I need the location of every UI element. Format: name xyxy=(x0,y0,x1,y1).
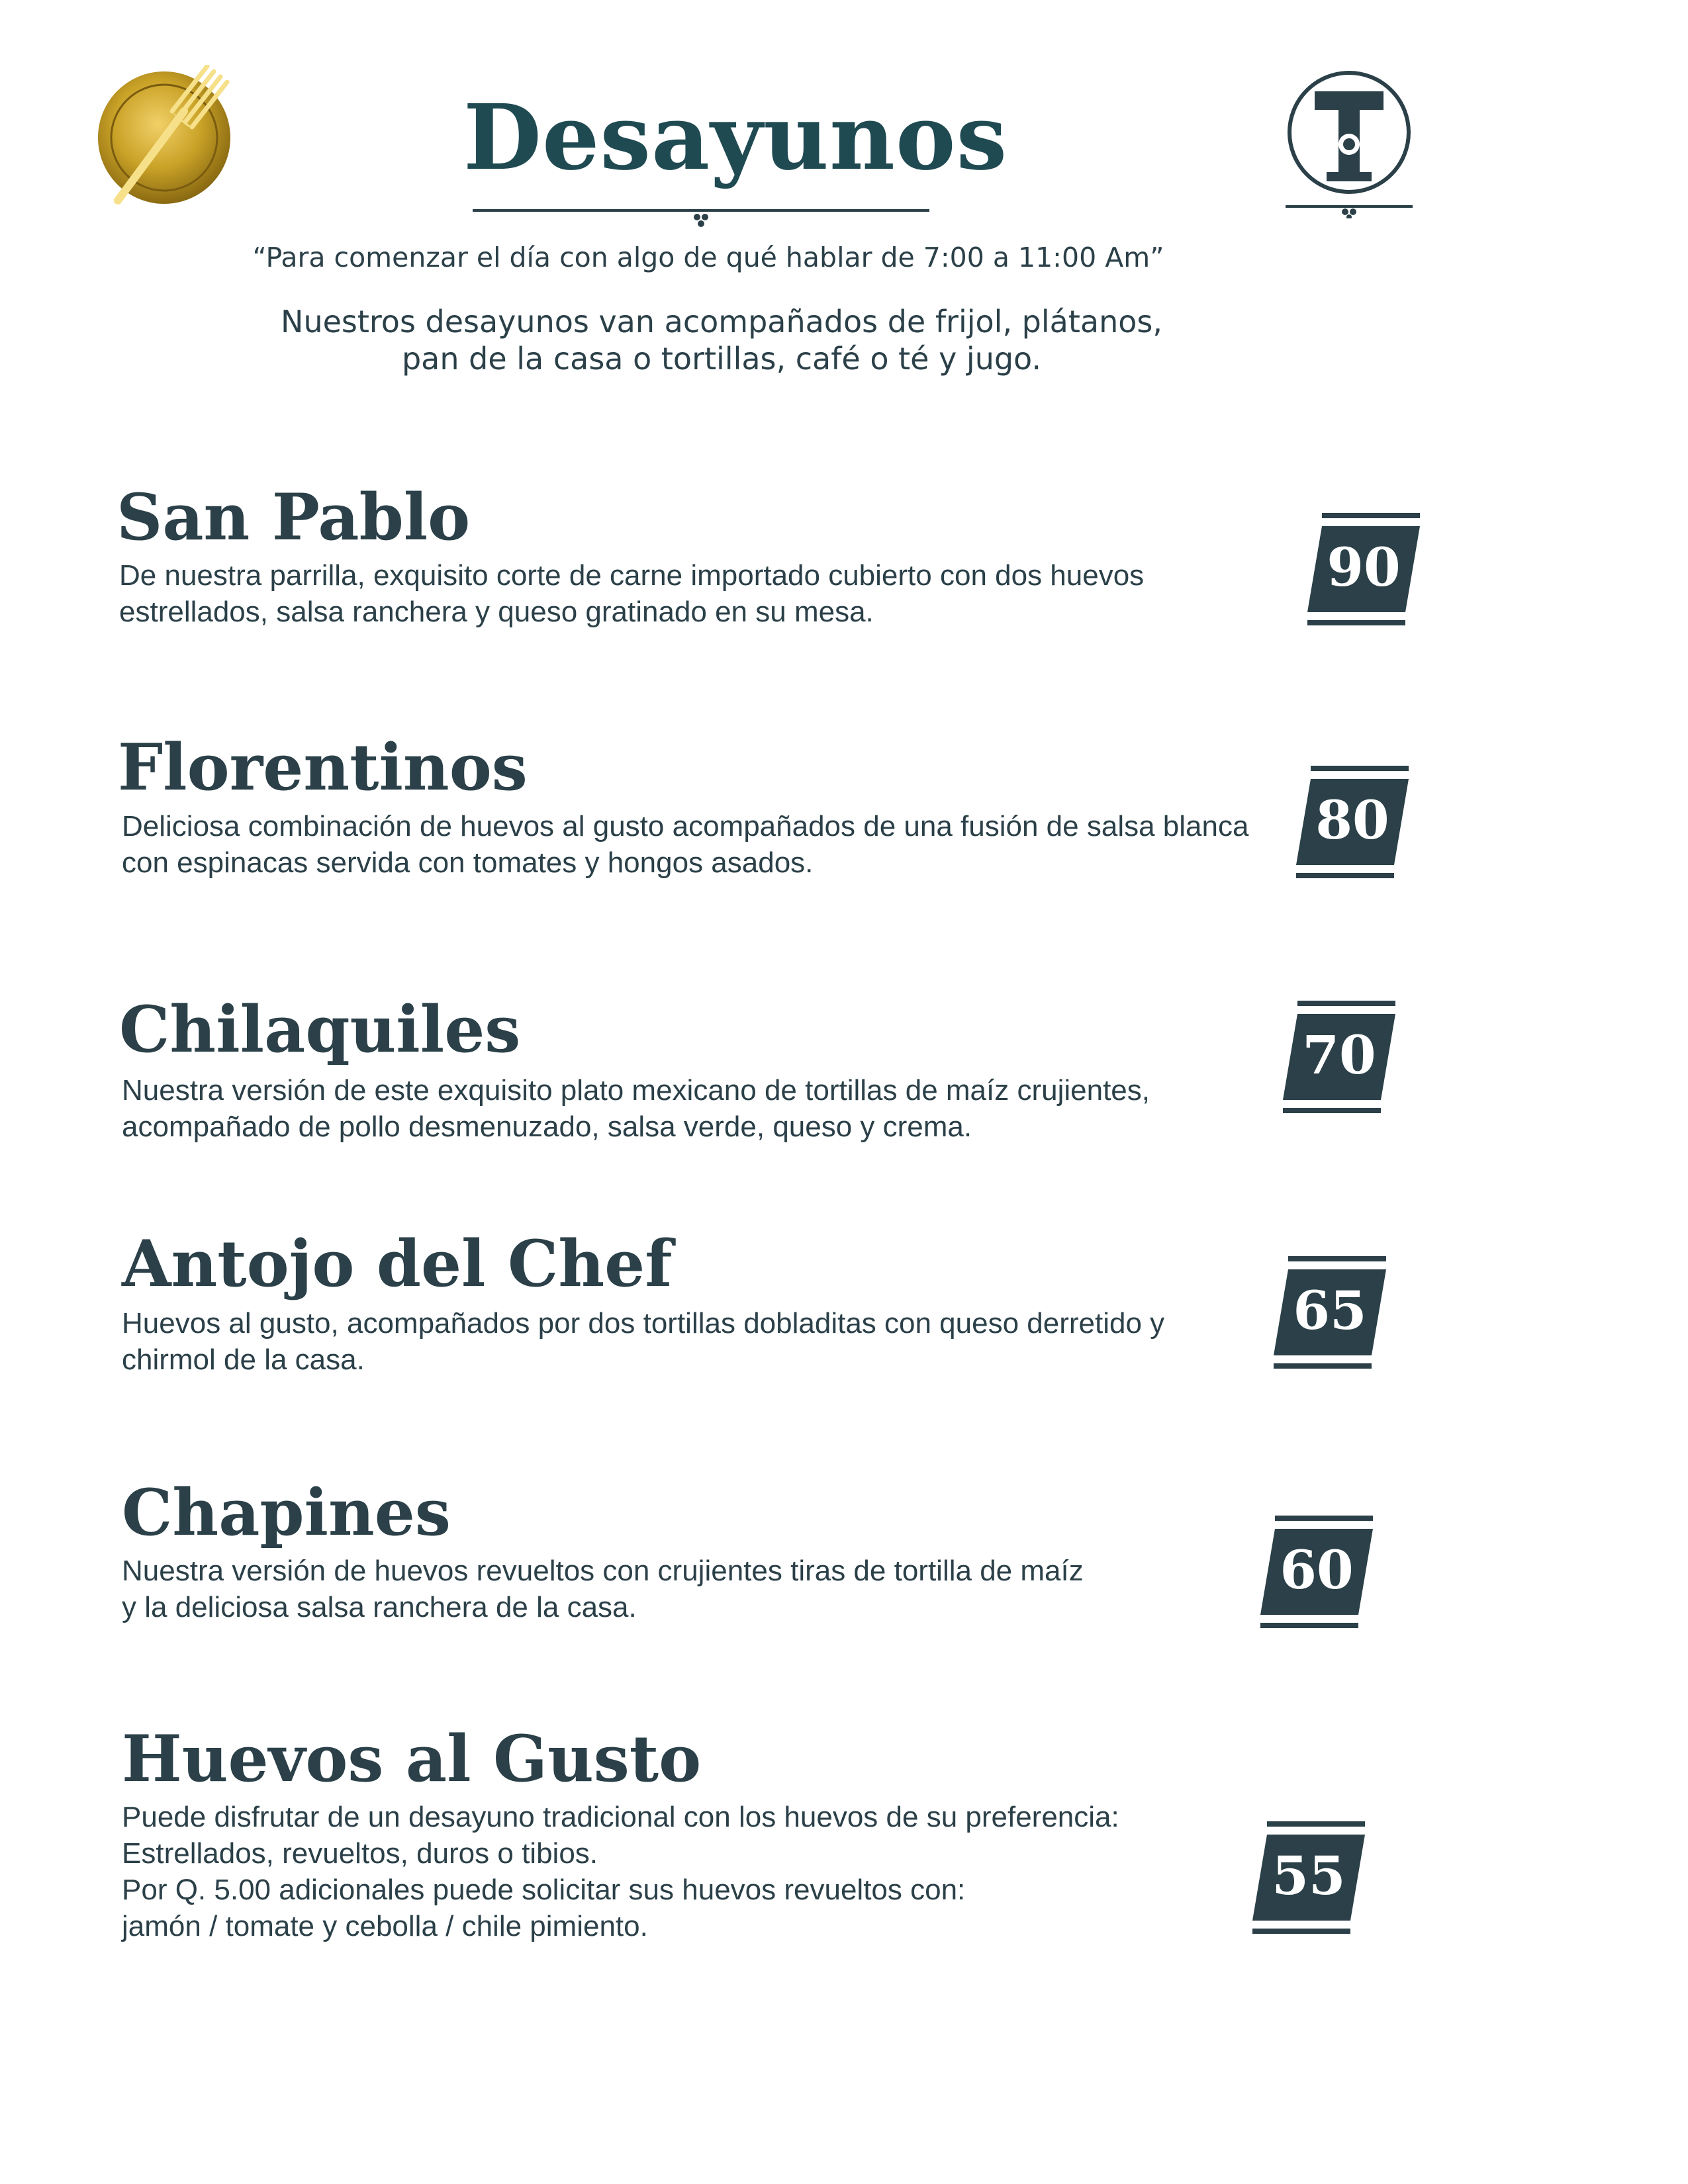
price-tag xyxy=(1274,1256,1393,1369)
restaurant-logo-icon xyxy=(1283,66,1415,218)
item-description xyxy=(119,557,1144,630)
item-price: 55 xyxy=(1272,1844,1346,1907)
price-tag xyxy=(1307,513,1427,625)
intro-text xyxy=(0,303,1443,377)
item-name: Huevos al Gusto xyxy=(122,1721,702,1796)
desc-line: Huevos al gusto, acompañados por dos tortillas dobladitas con queso derretido y xyxy=(122,1307,1165,1340)
desc-line: Por Q. 5.00 adicionales puede solicitar sus huevos revueltos con: xyxy=(122,1874,966,1906)
desc-line: Nuestra versión de este exquisito plato mexicano de tortillas de maíz crujientes, xyxy=(122,1074,1150,1107)
page-title: Desayunos xyxy=(463,85,1008,191)
item-name: Chilaquiles xyxy=(119,992,521,1067)
intro-line: Nuestros desayunos van acompañados de frijol, plátanos, xyxy=(281,304,1162,340)
item-description xyxy=(122,1305,1164,1378)
desc-line: acompañado de pollo desmenuzado, salsa verde, queso y crema. xyxy=(122,1111,972,1143)
price-tag xyxy=(1283,1001,1402,1113)
item-name: San Pablo xyxy=(117,480,471,555)
desc-line: jamón / tomate y cebolla / chile pimiento. xyxy=(122,1910,648,1942)
desc-line: Nuestra versión de huevos revueltos con crujientes tiras de tortilla de maíz xyxy=(122,1555,1084,1587)
item-price: 65 xyxy=(1293,1279,1367,1342)
item-price: 90 xyxy=(1327,536,1401,598)
title-divider xyxy=(473,204,929,228)
price-tag xyxy=(1296,766,1415,878)
hours-tagline: “Para comenzar el día con algo de qué hablar de 7:00 a 11:00 Am” xyxy=(252,242,1164,273)
desc-line: con espinacas servida con tomates y hongos asados. xyxy=(122,846,814,879)
item-description xyxy=(122,1072,1150,1145)
desc-line: Estrellados, revueltos, duros o tibios. xyxy=(122,1837,598,1870)
item-description xyxy=(122,1799,1119,1944)
item-price: 60 xyxy=(1280,1539,1354,1601)
desc-line: De nuestra parrilla, exquisito corte de carne importado cubierto con dos huevos xyxy=(119,559,1145,592)
item-name: Antojo del Chef xyxy=(122,1226,673,1301)
item-price: 70 xyxy=(1302,1024,1376,1086)
desc-line: y la deliciosa salsa ranchera de la casa. xyxy=(122,1591,637,1623)
price-tag xyxy=(1260,1516,1380,1628)
desc-line: estrellados, salsa ranchera y queso gratinado en su mesa. xyxy=(119,596,874,628)
desc-line: Deliciosa combinación de huevos al gusto acompañados de una fusión de salsa blanca xyxy=(122,810,1249,842)
desc-line: chirmol de la casa. xyxy=(122,1343,365,1376)
price-tag xyxy=(1252,1821,1372,1934)
desc-line: Puede disfrutar de un desayuno tradicional con los huevos de su preferencia: xyxy=(122,1801,1119,1833)
item-description xyxy=(122,808,1248,881)
item-description xyxy=(122,1553,1084,1625)
item-name: Chapines xyxy=(122,1475,451,1550)
intro-line: pan de la casa o tortillas, café o té y jugo. xyxy=(401,341,1042,377)
item-price: 80 xyxy=(1315,789,1389,851)
gold-fork-seal-icon xyxy=(91,65,237,210)
item-name: Florentinos xyxy=(118,730,528,805)
